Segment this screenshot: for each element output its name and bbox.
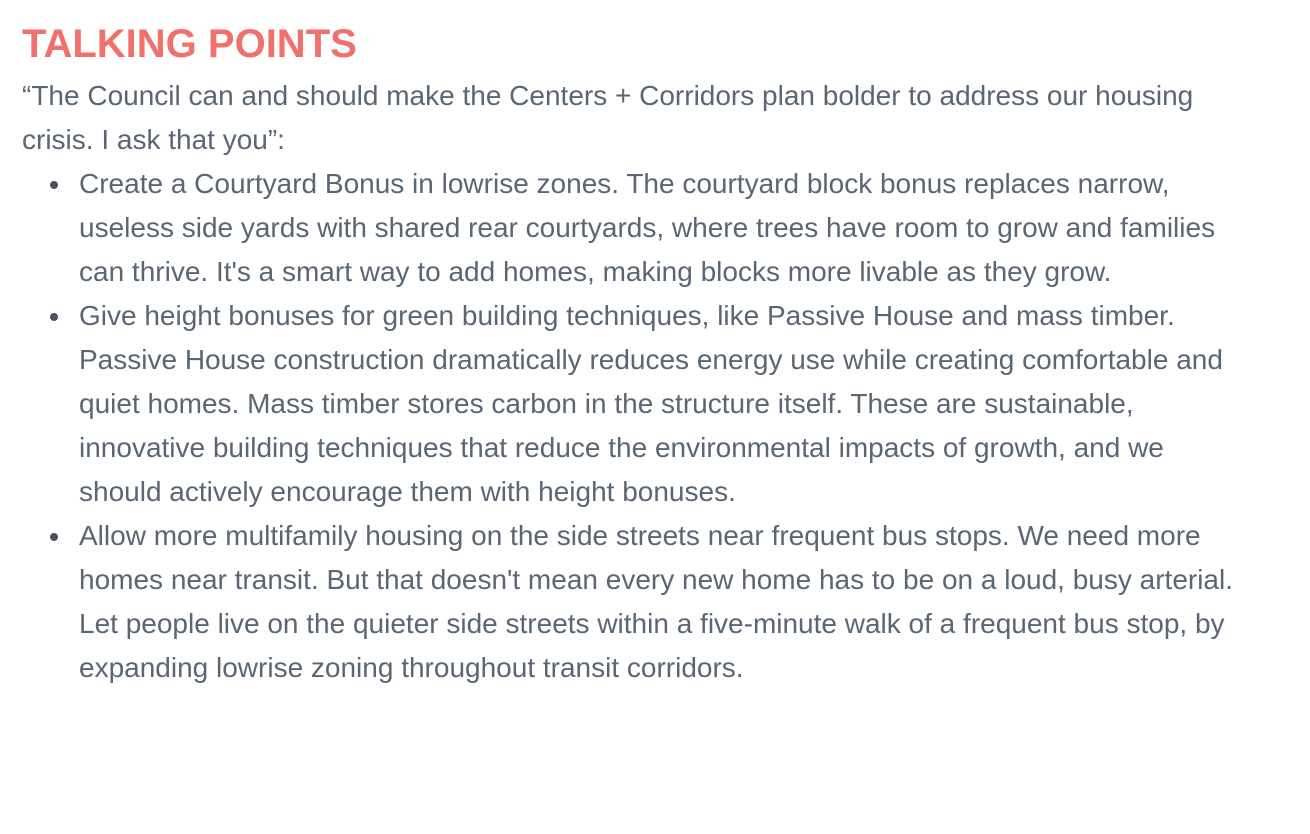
list-item: • Allow more multifamily housing on the side streets near frequent bus stops. We need more homes near transit. But that doesn't mean every new home has to be on a loud, busy arterial. Let people live on the quieter side streets within a five-minute walk of a frequent bus stop, by expanding lowrise zoning throughout transit corridors.	[73, 514, 1233, 690]
page-title: TALKING POINTS	[22, 22, 357, 66]
list-item: • Give height bonuses for green building techniques, like Passive House and mass timber. Passive House construction dramatically reduces energy use while creating comfortable and quiet homes. Mass timber stores carbon in the structure itself. These are sustainable, innovative building techniques that reduce the environmental impacts of growth, and we should actively encourage them with height bonuses.	[73, 294, 1233, 514]
list-item: • Create a Courtyard Bonus in lowrise zones. The courtyard block bonus replaces narrow, useless side yards with shared rear courtyards, where trees have room to grow and families can thrive. It's a smart way to add homes, making blocks more livable as they grow.	[73, 162, 1233, 294]
talking-points-list	[22, 162, 1290, 690]
intro-paragraph: “The Council can and should make the Centers + Corridors plan bolder to address our housing crisis. I ask that you”:	[22, 80, 1194, 155]
